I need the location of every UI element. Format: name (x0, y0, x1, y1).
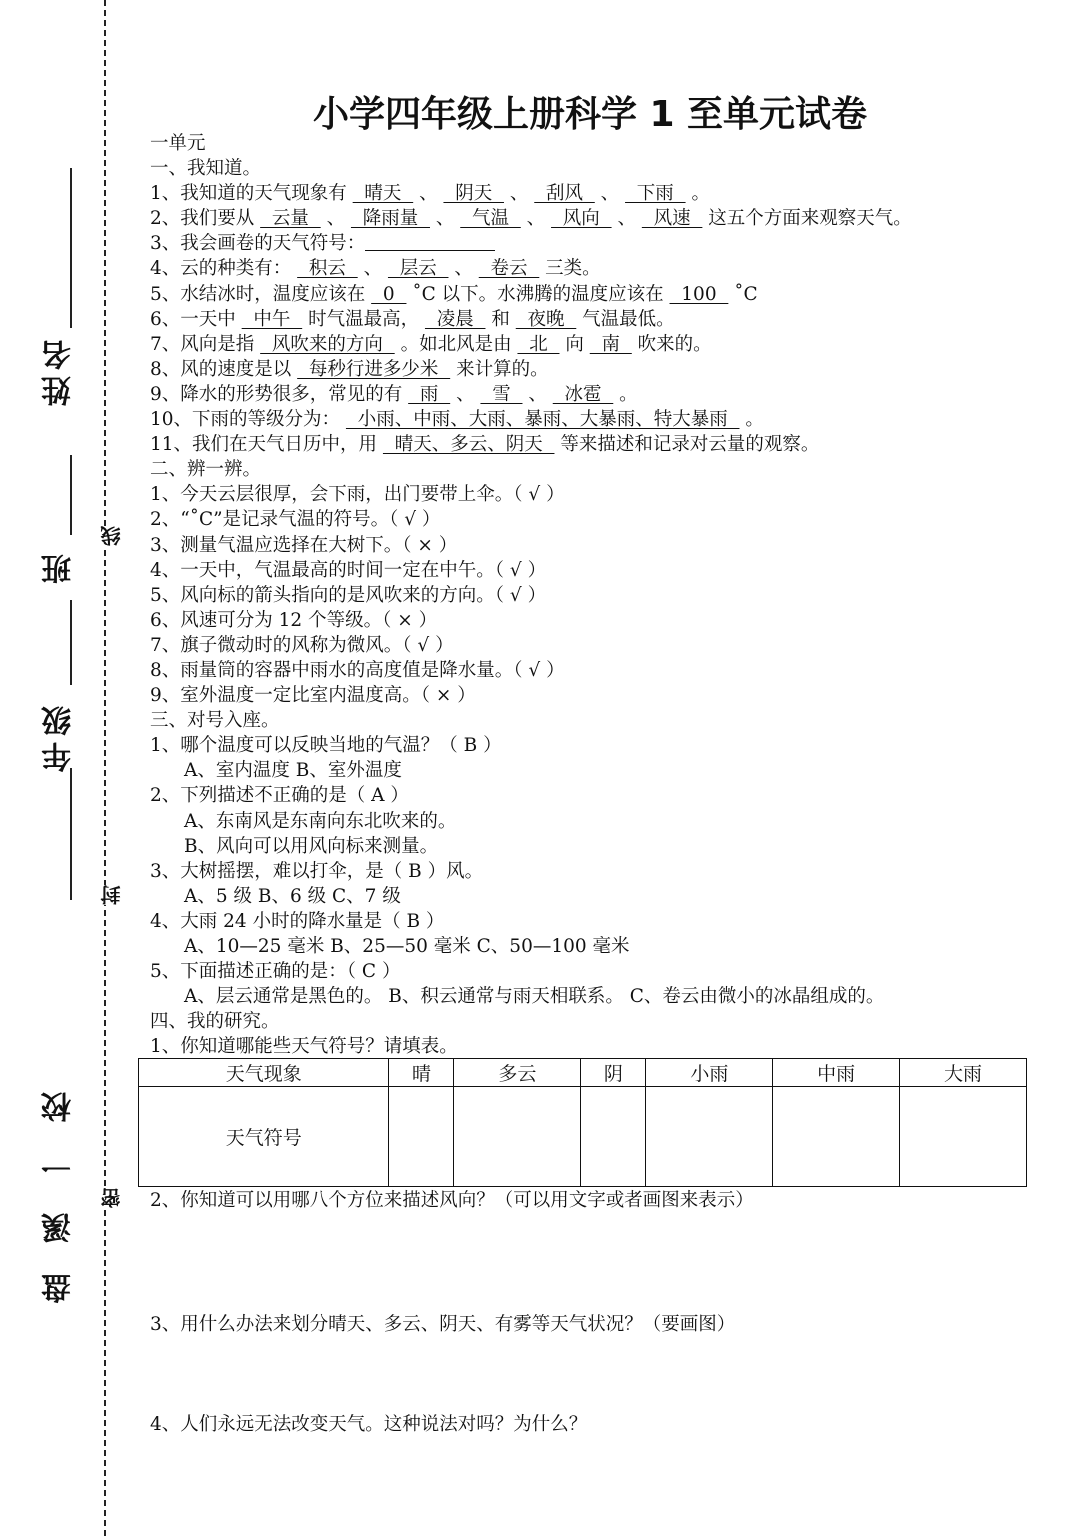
line-text: 。如北风是由 (394, 333, 518, 355)
line-text: 、 (413, 183, 444, 205)
answer-blank[interactable]: 云量 (260, 208, 321, 230)
answer-blank[interactable]: 冰雹 (552, 383, 614, 405)
answer-blank[interactable]: 0 (371, 283, 407, 305)
table-header-cell: 阴 (581, 1059, 646, 1087)
question-wind-directions: 2、你知道可以用哪八个方位来描述风向？（可以用文字或者画图来表示） (150, 1190, 754, 1211)
line-text: 8、雨量筒的容器中雨水的高度值是降水量。（ √ ） (150, 659, 565, 681)
symbol-answer-cell[interactable] (454, 1087, 581, 1187)
line-text: 和 (485, 308, 516, 330)
answer-blank[interactable]: 夜晚 (515, 308, 577, 330)
table-row-header: 天气现象 (139, 1059, 389, 1087)
line-text: 6、一天中 (150, 308, 242, 330)
line-text: 、 (594, 183, 626, 205)
line-text: 1、我知道的天气现象有 (150, 183, 353, 205)
exam-line (150, 482, 1050, 507)
exam-line (150, 131, 1050, 156)
answer-blank[interactable]: 每秒行进多少米 (297, 358, 451, 380)
line-text: 、 (520, 208, 552, 230)
answer-blank[interactable]: 层云 (387, 258, 449, 280)
seal-secret-mark: 密 (97, 1188, 126, 1208)
answer-blank[interactable]: 雪 (480, 383, 523, 405)
exam-line (150, 783, 1050, 808)
exam-line (150, 558, 1050, 583)
line-text: 11、我们在天气日历中，用 (150, 434, 383, 456)
line-text: 10、下雨的等级分为： (150, 409, 346, 431)
symbol-answer-cell[interactable] (581, 1087, 646, 1187)
answer-blank[interactable]: 北 (517, 333, 560, 355)
grade-blank[interactable] (70, 768, 72, 900)
line-text: 、 (450, 383, 481, 405)
exam-line (150, 181, 1050, 206)
answer-blank[interactable]: 卷云 (478, 258, 540, 280)
exam-line (150, 457, 1050, 482)
line-text: ˚C 以下。水沸腾的温度应该在 (406, 283, 670, 305)
symbol-blank[interactable] (365, 232, 495, 251)
line-text: 1、今天云层很厚，会下雨，出门要带上伞。（ √ ） (150, 484, 565, 506)
table-row-label: 天气符号 (139, 1087, 389, 1187)
exam-line (150, 432, 1050, 457)
answer-blank[interactable]: 气温 (460, 208, 521, 230)
exam-line (150, 1034, 1050, 1059)
table-header-cell: 中雨 (773, 1059, 900, 1087)
line-text: 这五个方面来观察天气。 (702, 208, 912, 230)
exam-line (150, 633, 1050, 658)
line-text: 9、室外温度一定比室内温度高。（ × ） (150, 685, 476, 707)
exam-line (150, 809, 1050, 834)
line-text: 、 (448, 258, 479, 280)
exam-line (150, 683, 1050, 708)
school-label: 盘 溪 一 校 (42, 1082, 77, 1304)
exam-line (150, 332, 1050, 357)
line-text: 来计算的。 (450, 358, 549, 380)
answer-blank[interactable]: 风吹来的方向 (260, 333, 395, 355)
line-text: 气温最低。 (576, 308, 675, 330)
answer-blank[interactable]: 阴天 (443, 183, 504, 205)
line-text: 一、我知道。 (150, 158, 262, 180)
line-text: B、风向可以用风向标来测量。 (184, 835, 439, 857)
line-text: A、5 级 B、6 级 C、7 级 (184, 885, 401, 907)
exam-line (150, 859, 1050, 884)
answer-blank[interactable]: 晴天 (352, 183, 414, 205)
answer-blank[interactable]: 积云 (297, 258, 358, 280)
line-text: 、 (611, 208, 642, 230)
answer-blank[interactable]: 南 (589, 333, 632, 355)
line-text: 1、你知道哪能些天气符号？请填表。 (150, 1036, 458, 1058)
answer-blank[interactable]: 中午 (241, 308, 303, 330)
line-text: 2、下列描述不正确的是（ A ） (150, 785, 409, 807)
line-text: A、室内温度 B、室外温度 (184, 760, 402, 782)
exam-line (150, 507, 1050, 532)
answer-blank[interactable]: 雨 (408, 383, 451, 405)
page-title: 小学四年级上册科学 1 至单元试卷 (312, 94, 868, 135)
answer-blank[interactable]: 晴天、多云、阴天 (382, 434, 555, 456)
answer-blank[interactable]: 刮风 (534, 183, 595, 205)
exam-line (150, 834, 1050, 859)
seal-envelope-mark: 封 (97, 885, 126, 905)
question-change-weather: 4、人们永远无法改变天气。这种说法对吗？为什么？ (150, 1414, 588, 1435)
line-text: ˚C (728, 283, 758, 305)
line-text: 5、下面描述正确的是：（ C ） (150, 961, 401, 983)
answer-blank[interactable]: 凌晨 (424, 308, 486, 330)
line-text: 5、风向标的箭头指向的是风吹来的方向。（ √ ） (150, 584, 547, 606)
exam-line (150, 934, 1050, 959)
answer-blank[interactable]: 下雨 (625, 183, 686, 205)
line-text: 7、风向是指 (150, 333, 261, 355)
line-text: 4、一天中，气温最高的时间一定在中午。（ √ ） (150, 559, 547, 581)
table-header-cell: 大雨 (900, 1059, 1027, 1087)
answer-blank[interactable]: 风向 (551, 208, 612, 230)
exam-line (150, 357, 1050, 382)
answer-blank[interactable]: 小雨、中雨、大雨、暴雨、大暴雨、特大暴雨 (345, 409, 740, 431)
exam-line (150, 156, 1050, 181)
name-blank[interactable] (70, 168, 72, 328)
line-text: 3、大树摇摆，难以打伞，是（ B ）风。 (150, 860, 484, 882)
line-text: 、 (357, 258, 388, 280)
line-text: 。 (739, 409, 764, 431)
exam-line (150, 206, 1050, 231)
line-text: 4、大雨 24 小时的降水量是（ B ） (150, 910, 445, 932)
table-header-cell: 小雨 (646, 1059, 773, 1087)
question-classify-weather: 3、用什么办法来划分晴天、多云、阴天、有雾等天气状况？（要画图） (150, 1314, 736, 1335)
exam-line (150, 909, 1050, 934)
class-label: 班 (42, 548, 77, 584)
name-label: 姓名 (42, 334, 77, 406)
line-text: 9、降水的形势很多，常见的有 (150, 383, 409, 405)
grade-label: 年级 (42, 700, 77, 772)
line-text: 三类。 (539, 258, 601, 280)
line-text: 4、云的种类有： (150, 258, 298, 280)
line-text: 、 (320, 208, 351, 230)
line-text: 、 (429, 208, 461, 230)
class-blank-lower[interactable] (70, 600, 72, 685)
exam-line (150, 583, 1050, 608)
class-blank[interactable] (70, 455, 72, 535)
line-text: 二、辨一辨。 (150, 459, 262, 481)
line-text: 时气温最高， (302, 308, 425, 330)
symbol-answer-cell[interactable] (646, 1087, 773, 1187)
symbol-answer-cell[interactable] (389, 1087, 454, 1187)
seal-line-mark: 线 (97, 526, 126, 546)
line-text: 。 (685, 183, 710, 205)
table-header-cell: 多云 (454, 1059, 581, 1087)
line-text: 、 (503, 183, 535, 205)
line-text: 向 (559, 333, 590, 355)
exam-line (150, 984, 1050, 1009)
exam-line (150, 407, 1050, 432)
table-header-row (139, 1059, 1027, 1087)
exam-line (150, 307, 1050, 332)
line-text: 一单元 (150, 133, 206, 154)
weather-symbol-table (138, 1058, 1027, 1187)
line-text: A、10—25 毫米 B、25—50 毫米 C、50—100 毫米 (184, 936, 630, 957)
line-text: 、 (522, 383, 553, 405)
answer-blank[interactable]: 风速 (641, 208, 703, 230)
exam-line (150, 708, 1050, 733)
answer-blank[interactable]: 100 (669, 283, 729, 305)
exam-line (150, 733, 1050, 758)
exam-body (150, 131, 1050, 1059)
answer-blank[interactable]: 降雨量 (350, 208, 430, 230)
line-text: 3、测量气温应选择在大树下。（ × ） (150, 534, 458, 556)
exam-line (150, 884, 1050, 909)
exam-line (150, 1009, 1050, 1034)
line-text: 5、水结冰时，温度应该在 (150, 283, 372, 305)
line-text: 6、风速可分为 12 个等级。（ × ） (150, 609, 438, 631)
line-text: 。 (613, 383, 638, 405)
exam-line (150, 758, 1050, 783)
exam-line (150, 256, 1050, 281)
line-text: 等来描述和记录对云量的观察。 (554, 434, 820, 456)
line-text: 2、“˚C”是记录气温的符号。（ √ ） (150, 509, 441, 531)
table-header-cell: 晴 (389, 1059, 454, 1087)
exam-line (150, 533, 1050, 558)
line-text: 四、我的研究。 (150, 1011, 280, 1033)
exam-line (150, 382, 1050, 407)
exam-line (150, 658, 1050, 683)
line-text: A、东南风是东南向东北吹来的。 (184, 810, 457, 832)
line-text: 吹来的。 (631, 333, 712, 355)
binding-dashed-line (104, 0, 106, 1536)
exam-line (150, 282, 1050, 307)
line-text: 8、风的速度是以 (150, 358, 298, 380)
symbol-answer-cell[interactable] (900, 1087, 1027, 1187)
line-text: 7、旗子微动时的风称为微风。（ √ ） (150, 634, 454, 656)
exam-line (150, 231, 1050, 256)
exam-line (150, 608, 1050, 633)
line-text: 3、我会画卷的天气符号： (150, 233, 366, 255)
symbol-answer-cell[interactable] (773, 1087, 900, 1187)
line-text: 2、我们要从 (150, 208, 261, 230)
line-text: 1、哪个温度可以反映当地的气温？（ B ） (150, 735, 502, 757)
exam-line (150, 959, 1050, 984)
line-text: A、层云通常是黑色的。 B、积云通常与雨天相联系。 C、卷云由微小的冰晶组成的。 (184, 986, 885, 1008)
line-text: 三、对号入座。 (150, 710, 280, 732)
table-row (139, 1087, 1027, 1187)
